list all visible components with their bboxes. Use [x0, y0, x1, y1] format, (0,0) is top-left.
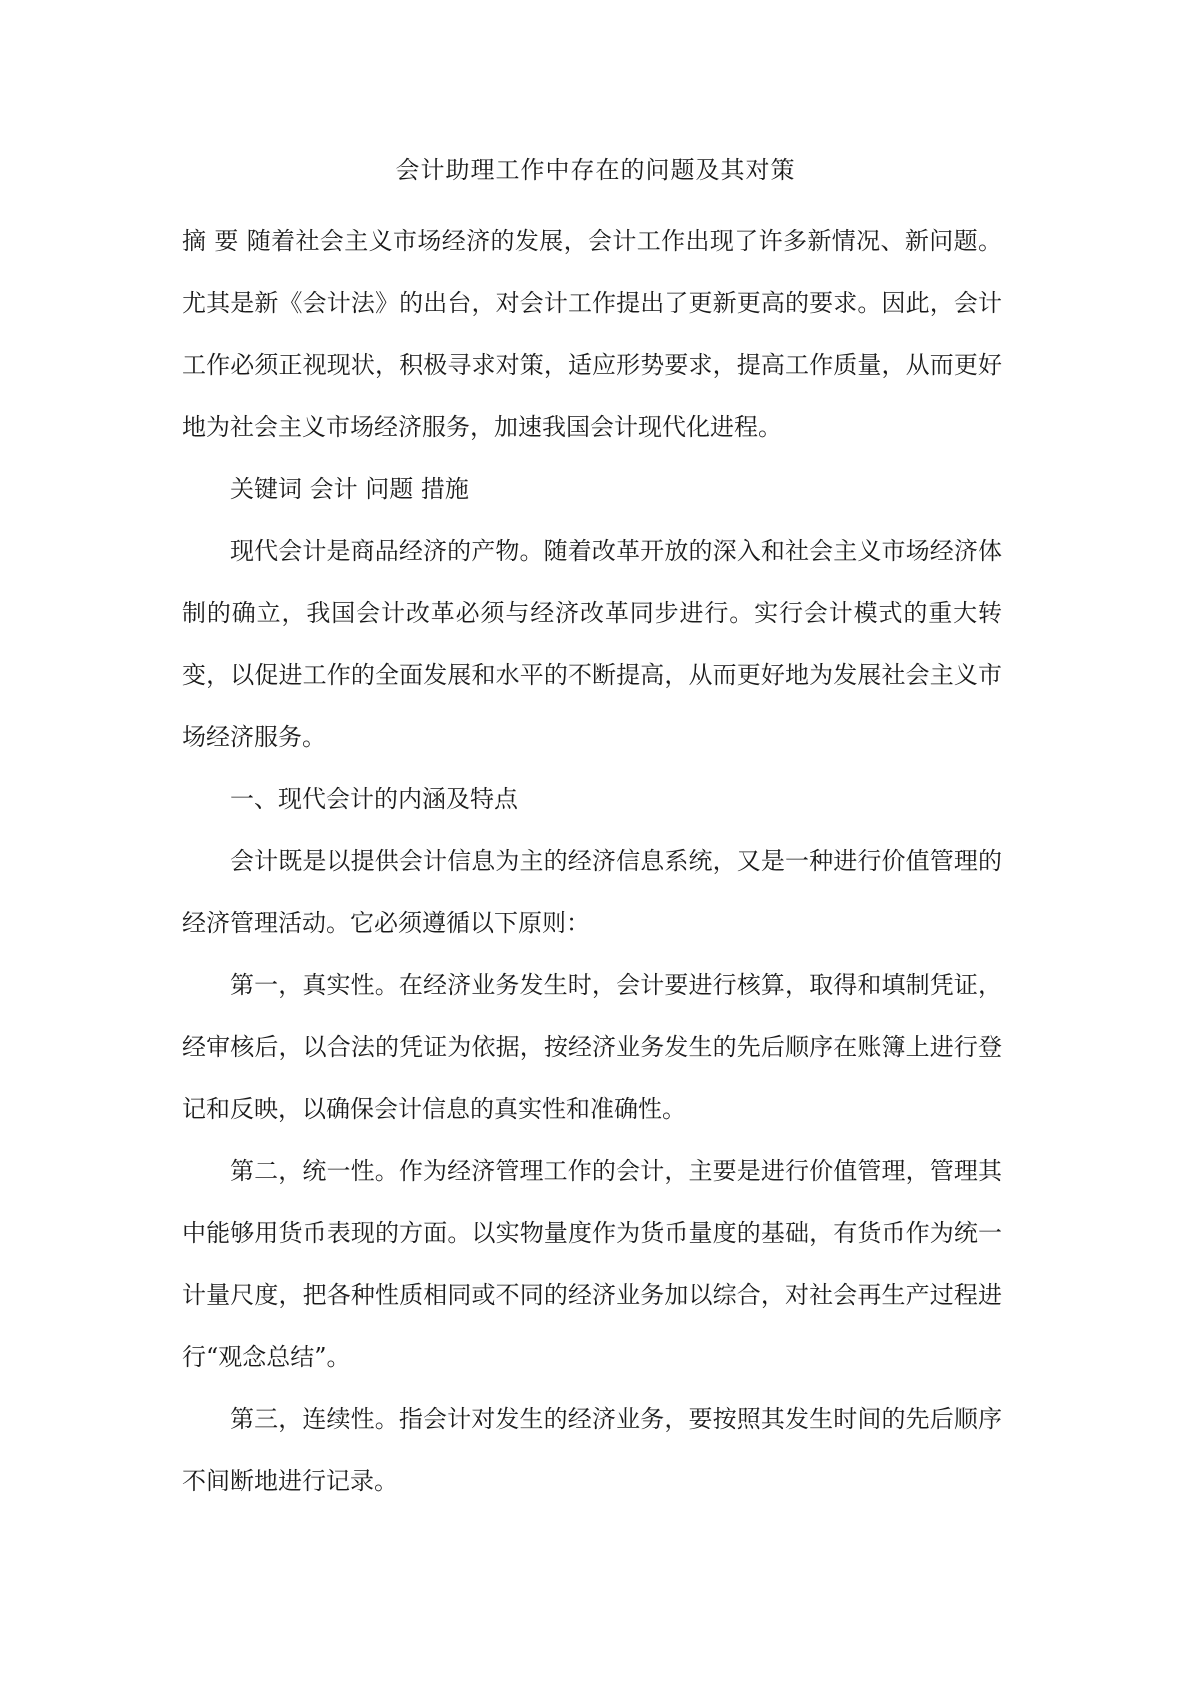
intro-paragraph: 现代会计是商品经济的产物。随着改革开放的深入和社会主义市场经济体制的确立，我国会计改革必须与经济改革同步进行。实行会计模式的重大转变，以促进工作的全面发展和水平的不断提高，从而更好地为发展社会主义市场经济服务。 [182, 537, 1002, 751]
page-title: 会计助理工作中存在的问题及其对策 [395, 156, 796, 184]
document-body [182, 210, 1002, 1512]
body-paragraph: 第二，统一性。作为经济管理工作的会计，主要是进行价值管理，管理其中能够用货币表现的方面。以实物量度作为货币量度的基础，有货币作为统一计量尺度，把各种性质相同或不同的经济业务加以综合，对社会再生产过程进行“观念总结”。 [182, 1157, 1002, 1371]
body-paragraph: 第三，连续性。指会计对发生的经济业务，要按照其发生时间的先后顺序不间断地进行记录。 [182, 1405, 1002, 1495]
abstract-paragraph: 摘 要 随着社会主义市场经济的发展，会计工作出现了许多新情况、新问题。尤其是新《会计法》的出台，对会计工作提出了更新更高的要求。因此，会计工作必须正视现状，积极寻求对策，适应形势要求，提高工作质量，从而更好地为社会主义市场经济服务，加速我国会计现代化进程。 [182, 227, 1002, 441]
keywords-paragraph: 关键词 会计 问题 措施 [230, 475, 469, 503]
body-paragraph: 第一，真实性。在经济业务发生时，会计要进行核算，取得和填制凭证，经审核后，以合法的凭证为依据，按经济业务发生的先后顺序在账簿上进行登记和反映，以确保会计信息的真实性和准确性。 [182, 971, 1002, 1123]
section-heading: 一、现代会计的内涵及特点 [230, 785, 518, 813]
body-paragraph: 会计既是以提供会计信息为主的经济信息系统，又是一种进行价值管理的经济管理活动。它必须遵循以下原则： [182, 847, 1002, 937]
